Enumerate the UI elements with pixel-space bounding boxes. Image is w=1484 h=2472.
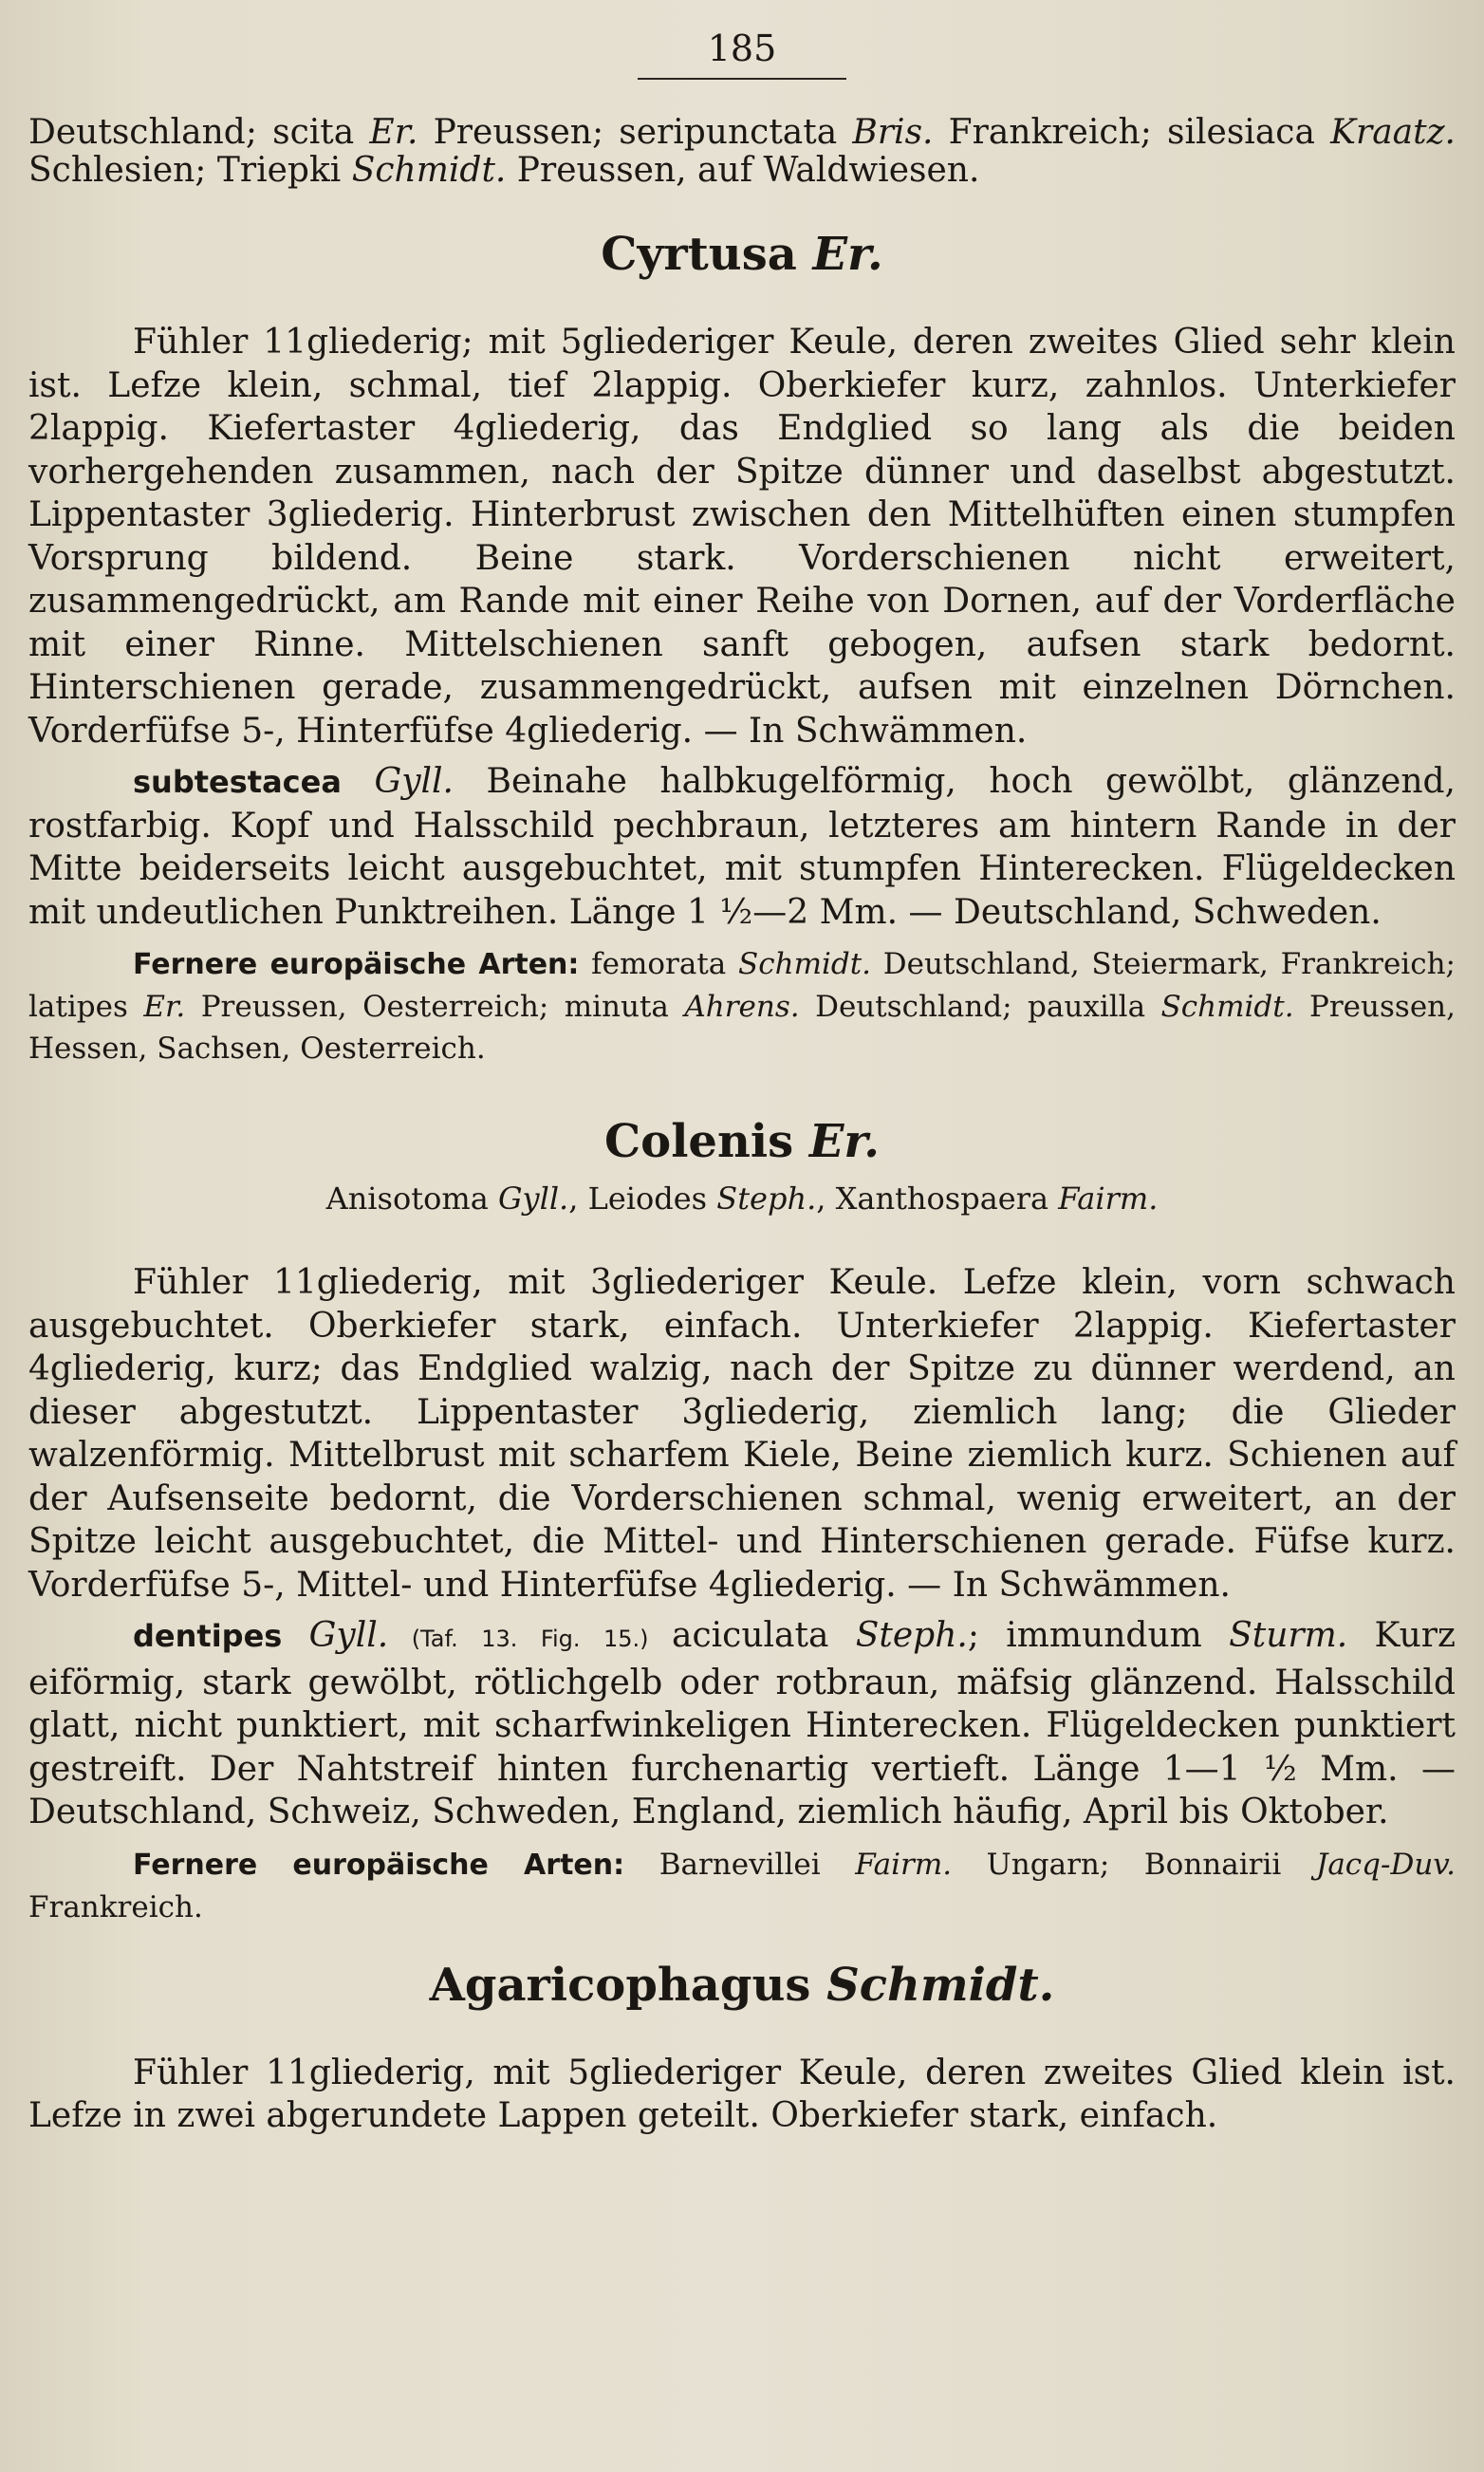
- intro-continuation: Deutschland; scita Er. Preussen; seripunctata Bris. Frankreich; silesiaca Kraatz. Schlesien; Triepki Schmidt. Preussen, auf Waldwiesen.: [28, 113, 1456, 190]
- genus-heading-agaricophagus: Agaricophagus Schmidt.: [429, 1958, 1055, 2012]
- genus-heading-cyrtusa: Cyrtusa Er.: [601, 228, 883, 281]
- page-number: 185: [707, 28, 777, 69]
- header-rule: [638, 78, 846, 80]
- genus-heading-colenis: Colenis Er.: [603, 1115, 881, 1168]
- agaricophagus-description: Fühler 11gliederig, mit 5gliederiger Keule, deren zweites Glied klein ist. Lefze in zwei abgerundete Lappen geteilt. Oberkiefer stark, einfach.: [28, 2053, 1456, 2135]
- cyrtusa-other-species: Fernere europäische Arten: femorata Schmidt. Deutschland, Steiermark, Frankreich; latipes Er. Preussen, Oesterreich; minuta Ahrens. Deutschland; pauxilla Schmidt. Preussen, Hessen, Sachsen, Oesterreich.: [28, 947, 1456, 1066]
- colenis-description: Fühler 11gliederig, mit 3gliederiger Keule. Lefze klein, vorn schwach ausgebuchtet. Oberkiefer stark, einfach. Unterkiefer 2lappig. Kiefertaster 4gliederig, kurz; das Endglied walzig, nach der Spitze zu dünner werdend, an dieser abgestutzt. Lippentaster 3gliederig, ziemlich lang; die Glieder walzenförmig. Mittelbrust mit scharfem Kiele, Beine ziemlich kurz. Schienen auf der Aufsenseite bedornt, die Vorderschienen schmal, wenig erweitert, an der Spitze leicht ausgebuchtet, die Mittel- und Hinterschienen gerade. Füfse kurz. Vorderfüfse 5-, Mittel- und Hinterfüfse 4gliederig. — In Schwämmen.: [28, 1263, 1456, 1605]
- cyrtusa-description: Fühler 11gliederig; mit 5gliederiger Keule, deren zweites Glied sehr klein ist. Lefze klein, schmal, tief 2lappig. Oberkiefer kurz, zahnlos. Unterkiefer 2lappig. Kiefertaster 4gliederig, das Endglied so lang als die beiden vorhergehenden zusammen, nach der Spitze dünner und daselbst abgestutzt. Lippentaster 3gliederig. Hinterbrust zwischen den Mittelhüften einen stumpfen Vorsprung bildend. Beine stark. Vorderschienen nicht erweitert, zusammengedrückt, am Rande mit einer Reihe von Dornen, auf der Vorderfläche mit einer Rinne. Mittelschienen sanft gebogen, aufsen stark bedornt. Hinterschienen gerade, zusammengedrückt, aufsen mit einzelnen Dörnchen. Vorderfüfse 5-, Hinterfüfse 4gliederig. — In Schwämmen.: [28, 323, 1456, 751]
- species-subtestacea: subtestacea Gyll. Beinahe halbkugelförmig, hoch gewölbt, glänzend, rostfarbig. Kopf und Halsschild pechbraun, letzteres am hintern Rande in der Mitte beiderseits leicht ausgebuchtet, mit stumpfen Hinterecken. Flügeldecken mit undeutlichen Punktreihen. Länge 1 ½—2 Mm. — Deutschland, Schweden.: [28, 762, 1456, 932]
- colenis-other-species: Fernere europäische Arten: Barnevillei Fairm. Ungarn; Bonnairii Jacq-Duv. Frankreich.: [28, 1847, 1456, 1924]
- colenis-synonyms: Anisotoma Gyll., Leiodes Steph., Xanthospaera Fairm.: [325, 1180, 1159, 1217]
- species-dentipes: dentipes Gyll. (Taf. 13. Fig. 15.) aciculata Steph.; immundum Sturm. Kurz eiförmig, stark gewölbt, rötlichgelb oder rotbraun, mäfsig glänzend. Halsschild glatt, nicht punktiert, mit scharfwinkeligen Hinterecken. Flügeldecken punktiert gestreift. Der Nahtstreif hinten furchenartig vertieft. Länge 1—1 ½ Mm. — Deutschland, Schweiz, Schweden, England, ziemlich häufig, April bis Oktober.: [28, 1616, 1456, 1831]
